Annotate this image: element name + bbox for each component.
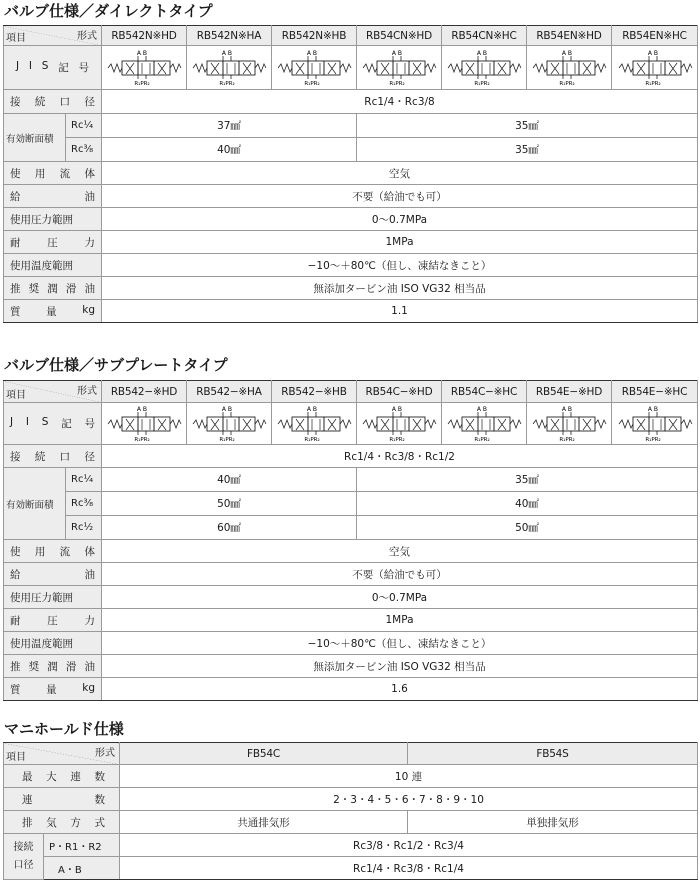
model-header: RB542N※HA <box>187 26 272 46</box>
rc-size-label: Rc¹⁄₄ <box>66 114 102 138</box>
pressure-range-label: 使用圧力範囲 <box>4 586 102 609</box>
svg-text:A B: A B <box>136 405 148 413</box>
svg-text:R₁PR₂: R₁PR₂ <box>644 80 661 87</box>
mass-value: 1.6 <box>102 678 698 701</box>
valve-symbol-icon <box>104 49 184 87</box>
rc-size-label: Rc¹⁄₄ <box>66 468 102 492</box>
svg-text:R₁PR₂: R₁PR₂ <box>304 80 320 87</box>
jis-symbol-cell <box>527 46 612 90</box>
lubrication-value: 不要（給油でも可） <box>102 563 698 586</box>
valve-symbol-icon <box>274 405 354 443</box>
effective-area-value: 50㎟ <box>102 492 357 516</box>
port-ab-label: A・B <box>44 857 120 880</box>
mass-label: 質 量 kg <box>4 300 102 323</box>
effective-area-value: 50㎟ <box>357 516 698 540</box>
header-type-label: 形式 <box>77 386 97 397</box>
header-corner <box>4 381 102 403</box>
header-item-label: 項目 <box>6 390 26 401</box>
jis-symbol-cell <box>612 403 698 445</box>
manifold-section-title: マニホールド仕様 <box>4 720 124 738</box>
svg-text:A B: A B <box>647 405 658 413</box>
temperature-range-label: 使用温度範囲 <box>4 632 102 655</box>
model-header: RB54E−※HC <box>612 381 698 403</box>
svg-text:R₁PR₂: R₁PR₂ <box>134 80 150 87</box>
port-ab-value: Rc1/4・Rc3/8・Rc1/4 <box>120 857 698 880</box>
svg-text:R₁PR₂: R₁PR₂ <box>134 436 150 443</box>
jis-symbol-cell <box>357 403 442 445</box>
model-header: FB54C <box>120 743 408 765</box>
subplate-section-title: バルブ仕様／サブプレートタイプ <box>4 356 228 374</box>
rc-size-label: Rc³⁄₈ <box>66 492 102 516</box>
svg-text:R₁PR₂: R₁PR₂ <box>304 436 320 443</box>
svg-text:R₁PR₂: R₁PR₂ <box>389 80 405 87</box>
pressure-range-value: 0〜0.7MPa <box>102 208 698 231</box>
valve-symbol-icon <box>189 405 269 443</box>
svg-text:R₁PR₂: R₁PR₂ <box>559 436 575 443</box>
effective-area-label: 有効断面積 <box>4 468 66 540</box>
exhaust-individual-value: 単独排気形 <box>408 811 698 834</box>
lubricant-label: 推 奨 潤 滑 油 <box>4 655 102 678</box>
fluid-label: 使 用 流 体 <box>4 162 102 185</box>
rc-size-label: Rc¹⁄₂ <box>66 516 102 540</box>
model-header: RB54C−※HC <box>442 381 527 403</box>
jis-symbol-cell <box>442 46 527 90</box>
jis-symbol-cell <box>442 403 527 445</box>
header-type-label: 形式 <box>77 31 97 42</box>
valve-symbol-icon <box>189 49 269 87</box>
valve-symbol-icon <box>444 405 524 443</box>
valve-symbol-icon <box>274 49 354 87</box>
svg-text:A B: A B <box>561 49 573 57</box>
exhaust-label: 排 気 方 式 <box>4 811 120 834</box>
svg-text:A B: A B <box>306 405 318 413</box>
pressure-range-value: 0〜0.7MPa <box>102 586 698 609</box>
model-header: RB54E−※HD <box>527 381 612 403</box>
valve-symbol-icon <box>359 405 439 443</box>
stations-value: 2・3・4・5・6・7・8・9・10 <box>120 788 698 811</box>
model-header: RB54EN※HC <box>612 26 698 46</box>
model-header: RB54CN※HD <box>357 26 442 46</box>
jis-symbol-cell <box>612 46 698 90</box>
model-header: RB542−※HA <box>187 381 272 403</box>
max-stations-value: 10 連 <box>120 765 698 788</box>
rc-size-label: Rc³⁄₈ <box>66 138 102 162</box>
lubricant-value: 無添加タービン油 ISO VG32 相当品 <box>102 277 698 300</box>
mass-value: 1.1 <box>102 300 698 323</box>
proof-pressure-value: 1MPa <box>102 609 698 632</box>
lubrication-label: 給 油 <box>4 185 102 208</box>
manifold-spec-table <box>3 742 698 880</box>
jis-symbol-cell <box>102 403 187 445</box>
effective-area-value: 37㎟ <box>102 114 357 138</box>
port-size-label-bottom: 口径 <box>13 859 34 871</box>
svg-text:R₁PR₂: R₁PR₂ <box>559 80 575 87</box>
lubrication-label: 給 油 <box>4 563 102 586</box>
temperature-range-value: −10〜＋80℃（但し、凍結なきこと） <box>102 632 698 655</box>
model-header: RB542N※HB <box>272 26 357 46</box>
effective-area-value: 35㎟ <box>357 114 698 138</box>
pressure-range-label: 使用圧力範囲 <box>4 208 102 231</box>
proof-pressure-label: 耐 圧 力 <box>4 231 102 254</box>
valve-symbol-icon <box>529 405 609 443</box>
lubricant-label: 推 奨 潤 滑 油 <box>4 277 102 300</box>
fluid-value: 空気 <box>102 162 698 185</box>
valve-symbol-icon <box>615 49 695 87</box>
header-type-label: 形式 <box>95 748 115 759</box>
svg-text:A B: A B <box>647 49 658 57</box>
svg-text:R₁PR₂: R₁PR₂ <box>219 80 235 87</box>
lubrication-value: 不要（給油でも可） <box>102 185 698 208</box>
jis-symbol-cell <box>187 46 272 90</box>
stations-label: 連 数 <box>4 788 120 811</box>
svg-text:A B: A B <box>306 49 318 57</box>
port-size-label <box>4 834 44 880</box>
valve-symbol-icon <box>529 49 609 87</box>
valve-symbol-icon <box>444 49 524 87</box>
subplate-spec-table <box>3 380 698 701</box>
svg-text:R₁PR₂: R₁PR₂ <box>644 436 661 443</box>
direct-spec-table <box>3 25 698 323</box>
jis-symbol-cell <box>272 403 357 445</box>
header-item-label: 項目 <box>6 752 26 763</box>
jis-symbol-cell <box>187 403 272 445</box>
jis-symbol-cell <box>272 46 357 90</box>
header-corner <box>4 743 120 765</box>
lubricant-value: 無添加タービン油 ISO VG32 相当品 <box>102 655 698 678</box>
temperature-range-value: −10〜＋80℃（但し、凍結なきこと） <box>102 254 698 277</box>
port-pr-value: Rc3/8・Rc1/2・Rc3/4 <box>120 834 698 857</box>
effective-area-value: 35㎟ <box>357 138 698 162</box>
exhaust-common-value: 共通排気形 <box>120 811 408 834</box>
jis-symbol-cell <box>102 46 187 90</box>
effective-area-value: 40㎟ <box>102 138 357 162</box>
port-label: 接 続 口 径 <box>4 445 102 468</box>
fluid-label: 使 用 流 体 <box>4 540 102 563</box>
svg-text:A B: A B <box>221 49 233 57</box>
svg-text:A B: A B <box>476 49 488 57</box>
mass-label: 質 量 kg <box>4 678 102 701</box>
direct-section-title: バルブ仕様／ダイレクトタイプ <box>4 2 213 20</box>
svg-text:R₁PR₂: R₁PR₂ <box>389 436 405 443</box>
svg-text:R₁PR₂: R₁PR₂ <box>219 436 235 443</box>
header-item-label: 項目 <box>6 33 26 44</box>
port-size-label-top: 接続 <box>13 841 34 853</box>
model-header: RB542−※HD <box>102 381 187 403</box>
jis-label: J I S 記 号 <box>4 403 102 445</box>
model-header: RB54EN※HD <box>527 26 612 46</box>
effective-area-value: 35㎟ <box>357 468 698 492</box>
model-header: RB542−※HB <box>272 381 357 403</box>
effective-area-value: 40㎟ <box>357 492 698 516</box>
valve-symbol-icon <box>615 405 695 443</box>
valve-symbol-icon <box>104 405 184 443</box>
svg-text:A B: A B <box>476 405 488 413</box>
proof-pressure-value: 1MPa <box>102 231 698 254</box>
effective-area-label: 有効断面積 <box>4 114 66 162</box>
effective-area-value: 40㎟ <box>102 468 357 492</box>
model-header: RB54C−※HD <box>357 381 442 403</box>
svg-text:A B: A B <box>221 405 233 413</box>
fluid-value: 空気 <box>102 540 698 563</box>
svg-text:R₁PR₂: R₁PR₂ <box>474 436 490 443</box>
valve-symbol-icon <box>359 49 439 87</box>
header-corner <box>4 26 102 46</box>
port-value: Rc1/4・Rc3/8 <box>102 90 698 114</box>
jis-symbol-cell <box>527 403 612 445</box>
port-value: Rc1/4・Rc3/8・Rc1/2 <box>102 445 698 468</box>
port-label: 接 続 口 径 <box>4 90 102 114</box>
svg-text:A B: A B <box>391 405 403 413</box>
model-header: FB54S <box>408 743 698 765</box>
effective-area-value: 60㎟ <box>102 516 357 540</box>
port-pr-label: P・R1・R2 <box>44 834 120 857</box>
jis-symbol-cell <box>357 46 442 90</box>
temperature-range-label: 使用温度範囲 <box>4 254 102 277</box>
svg-text:R₁PR₂: R₁PR₂ <box>474 80 490 87</box>
jis-label: J I S 記 号 <box>4 46 102 90</box>
model-header: RB54CN※HC <box>442 26 527 46</box>
svg-text:A B: A B <box>561 405 573 413</box>
svg-text:A B: A B <box>391 49 403 57</box>
svg-text:A B: A B <box>136 49 148 57</box>
proof-pressure-label: 耐 圧 力 <box>4 609 102 632</box>
max-stations-label: 最 大 連 数 <box>4 765 120 788</box>
model-header: RB542N※HD <box>102 26 187 46</box>
